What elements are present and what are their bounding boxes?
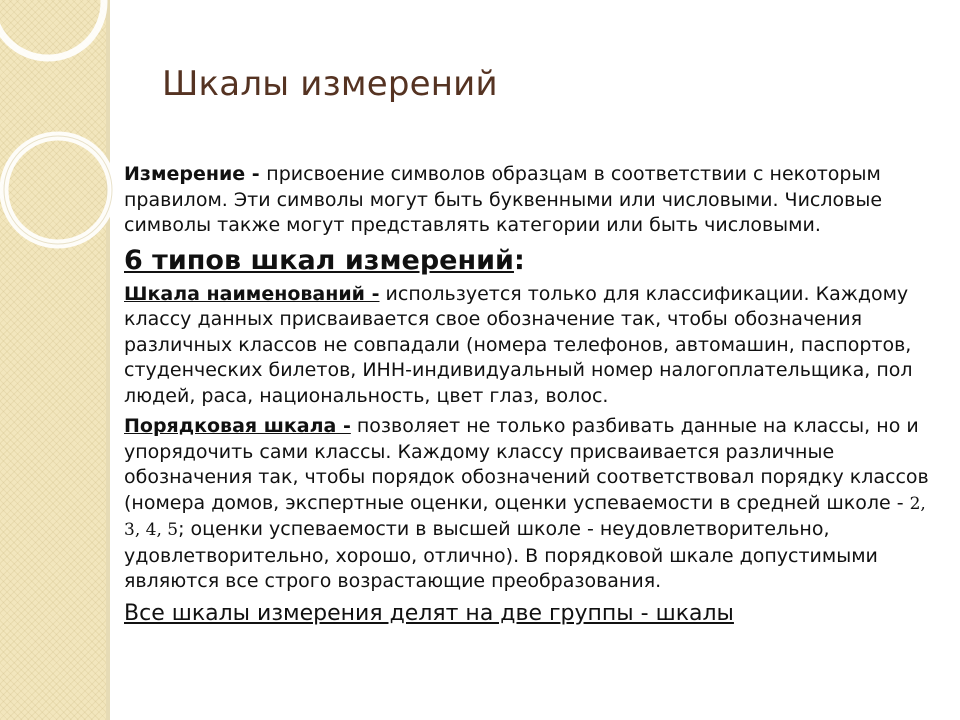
ordinal-scale-text-end: ; оценки успеваемости в высшей школе - неудовлетворительно, удовлетворительно, хорошо, отлично). В порядковой шкале допустимыми являются все строго возрастающие преобразования. (124, 518, 878, 592)
types-heading-colon: : (513, 244, 525, 276)
nominal-scale-paragraph (124, 282, 934, 410)
definition-paragraph (124, 162, 934, 239)
decorative-rings (0, 0, 140, 300)
nominal-scale-term: Шкала наименований - (124, 282, 380, 305)
scale-groups-text: Все шкалы измерения делят на две группы - шкалы (124, 600, 734, 626)
ordinal-scale-paragraph (124, 414, 934, 595)
ordinal-grades: 2, 3, 4, 5 (124, 493, 926, 540)
ordinal-scale-term: Порядковая шкала - (124, 415, 351, 437)
types-heading (124, 244, 934, 278)
types-heading-text: 6 типов шкал измерений (124, 244, 514, 276)
slide-body (124, 162, 934, 628)
ordinal-scale-text: позволяет не только разбивать данные на классы, но и упорядочить сами классы. Каждому классу присваивается различные обозначения так, чтобы порядок обозначений соответствовал порядку классов (номера домов, экспертные оценки, оценки успеваемости в средней школе - (124, 415, 929, 514)
nominal-scale-text: используется только для классификации. Каждому классу данных присваивается свое обозначение так, чтобы обозначения различных классов не совпадали (номера телефонов, автомашин, паспортов, студенческих билетов, ИНН-индивидуальный номер налогоплательщика, пол людей, раса, национальность, цвет глаз, волос. (124, 282, 913, 407)
definition-text: присвоение символов образцам в соответствии с некоторым правилом. Эти символы могут быть буквенными или числовыми. Числовые символы также могут представлять категории или быть числовыми. (124, 163, 883, 236)
definition-dash: - (245, 163, 267, 185)
slide-title: Шкалы измерений (162, 64, 498, 104)
definition-term: Измерение (124, 163, 246, 185)
